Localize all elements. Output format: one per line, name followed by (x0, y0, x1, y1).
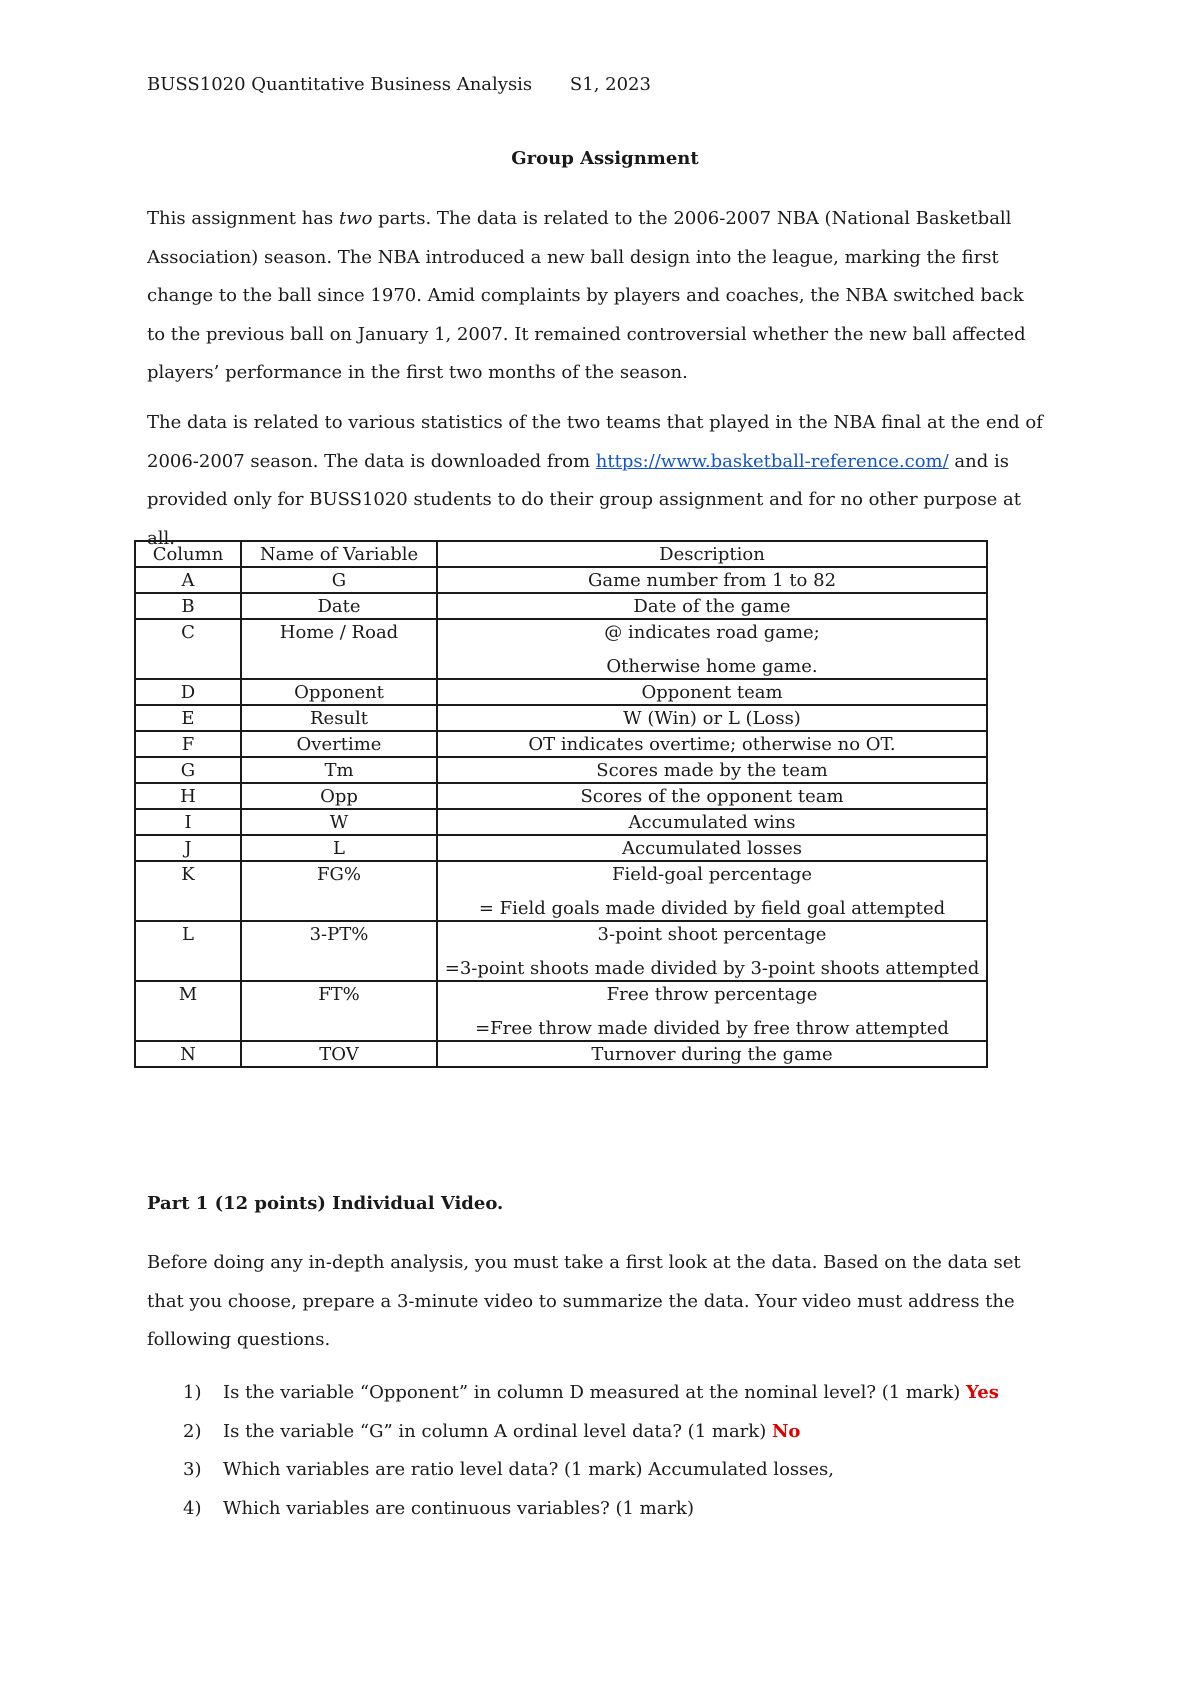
cell-variable-name (241, 835, 437, 861)
table-row (135, 679, 987, 705)
cell-description-text: Free throw percentage (606, 984, 818, 1005)
table-row (135, 567, 987, 593)
table-row (135, 921, 987, 981)
intro-text: and is provided only for BUSS1020 students to do their group assignment and for no other purpose at all. (147, 450, 1021, 549)
answer-text: No (771, 1420, 801, 1442)
cell-description-text: Accumulated wins (628, 812, 796, 833)
cell-variable-name (241, 731, 437, 757)
part1-heading: Part 1 (12 points) Individual Video. (147, 1193, 504, 1214)
cell-variable-name (241, 679, 437, 705)
cell-description-text: Opponent team (641, 682, 783, 703)
cell-column (135, 705, 241, 731)
cell-column-text: K (181, 864, 195, 885)
part1-text: Before doing any in-depth analysis, you must take a first look at the data. Based on the data set that you choose, prepare a 3-minute video to summarize the data. Your video must address the following questions. (147, 1252, 1021, 1350)
table-row (135, 619, 987, 679)
page-header (147, 74, 651, 95)
cell-variable-name-text: L (333, 838, 345, 859)
question-item (147, 1374, 1047, 1413)
table-row (135, 783, 987, 809)
table-row (135, 1041, 987, 1067)
cell-variable-name-text: Overtime (296, 734, 382, 755)
cell-description-text: Turnover during the game (591, 1044, 833, 1065)
cell-column-text: F (181, 734, 195, 755)
cell-column-text: C (181, 622, 195, 643)
cell-description-text: Game number from 1 to 82 (587, 570, 837, 591)
cell-column-text: L (182, 924, 194, 945)
cell-description (437, 679, 987, 705)
cell-description-text: Date of the game (633, 596, 791, 617)
intro-paragraph-1 (147, 200, 1047, 393)
answer-text: Yes (965, 1382, 999, 1403)
cell-description-text: 3-point shoot percentage (597, 924, 827, 945)
cell-variable-name (241, 567, 437, 593)
cell-column (135, 783, 241, 809)
data-source-link[interactable]: https://www.basketball-reference.com/ (595, 450, 949, 472)
cell-column (135, 567, 241, 593)
question-text: Is the variable “G” in column A ordinal level data? (1 mark) (223, 1420, 772, 1442)
cell-column (135, 593, 241, 619)
cell-column-text: E (181, 708, 195, 729)
cell-description (437, 731, 987, 757)
question-number: 3) (183, 1459, 202, 1480)
intro-text: This assignment has (147, 208, 339, 229)
cell-description-text: OT indicates overtime; otherwise no OT. (528, 734, 896, 755)
table-row (135, 981, 987, 1041)
cell-column-text: H (180, 786, 196, 807)
cell-column-text: M (178, 984, 198, 1005)
intro-emphasis: two (338, 208, 373, 229)
cell-variable-name-text: 3-PT% (309, 924, 369, 945)
cell-variable-name (241, 861, 437, 921)
cell-variable-name (241, 981, 437, 1041)
table-row (135, 593, 987, 619)
cell-description (437, 1041, 987, 1067)
table-row (135, 861, 987, 921)
cell-column (135, 835, 241, 861)
cell-description-text: Scores made by the team (596, 760, 828, 781)
variables-table (134, 540, 988, 1068)
intro-text: The data is related to various statistics of the two teams that played in the NBA final at the end of 2006-2007 season. The data is downloaded from (147, 412, 1043, 472)
cell-column (135, 619, 241, 679)
cell-variable-name-text: FG% (317, 864, 361, 885)
cell-description-text: @ indicates road game; (604, 622, 820, 643)
question-number: 1) (183, 1382, 202, 1403)
cell-variable-name (241, 619, 437, 679)
cell-description (437, 757, 987, 783)
description-detail: =Free throw made divided by free throw attempted (475, 1018, 949, 1039)
cell-column (135, 731, 241, 757)
cell-column-text: A (181, 570, 195, 591)
table-row (135, 705, 987, 731)
cell-description (437, 835, 987, 861)
cell-column-text: J (184, 838, 192, 859)
table-row (135, 835, 987, 861)
cell-description (437, 981, 987, 1041)
document-title: Group Assignment (511, 148, 699, 169)
cell-variable-name (241, 593, 437, 619)
cell-variable-name (241, 757, 437, 783)
cell-column (135, 809, 241, 835)
cell-variable-name-text: Result (309, 708, 369, 729)
cell-description (437, 809, 987, 835)
table-row (135, 809, 987, 835)
intro-paragraph-2 (147, 404, 1047, 558)
cell-variable-name-text: G (331, 570, 347, 591)
question-number: 4) (183, 1497, 202, 1519)
cell-variable-name-text: W (329, 812, 349, 833)
cell-variable-name-text: Home / Road (279, 622, 399, 643)
description-detail: Otherwise home game. (606, 656, 818, 677)
question-number: 2) (183, 1420, 202, 1442)
table-row (135, 731, 987, 757)
cell-variable-name-text: FT% (318, 984, 360, 1005)
cell-column-text: B (181, 596, 195, 617)
cell-variable-name-text: Date (317, 596, 361, 617)
header-description: Description (437, 541, 987, 567)
cell-column (135, 679, 241, 705)
cell-description-text: Scores of the opponent team (580, 786, 844, 807)
cell-column (135, 1041, 241, 1067)
cell-variable-name-text: Tm (324, 760, 354, 781)
cell-column-text: I (184, 812, 192, 833)
cell-variable-name (241, 783, 437, 809)
course-title: BUSS1020 Quantitative Business Analysis (147, 74, 533, 95)
cell-variable-name (241, 921, 437, 981)
term-label: S1, 2023 (569, 74, 651, 95)
cell-column-text: G (180, 760, 196, 781)
cell-description (437, 705, 987, 731)
question-text: Which variables are ratio level data? (1 mark) Accumulated losses, (223, 1459, 834, 1480)
cell-description (437, 619, 987, 679)
cell-description-text: W (Win) or L (Loss) (623, 708, 801, 729)
cell-variable-name (241, 809, 437, 835)
cell-column (135, 921, 241, 981)
header-column: Column (135, 541, 241, 567)
cell-description (437, 783, 987, 809)
question-item (147, 1413, 1047, 1452)
cell-description-text: Field-goal percentage (611, 864, 813, 885)
cell-column (135, 861, 241, 921)
cell-variable-name-text: Opponent (294, 682, 384, 703)
description-detail: = Field goals made divided by field goal attempted (478, 898, 946, 919)
cell-variable-name-text: Opp (320, 786, 358, 807)
cell-column (135, 981, 241, 1041)
cell-variable-name (241, 705, 437, 731)
cell-variable-name-text: TOV (319, 1044, 359, 1065)
cell-column-text: D (180, 682, 196, 703)
cell-description (437, 593, 987, 619)
cell-description-text: Accumulated losses (622, 838, 802, 859)
table-row (135, 757, 987, 783)
cell-description (437, 921, 987, 981)
cell-description (437, 861, 987, 921)
question-text: Which variables are continuous variables? (1 mark) (223, 1497, 694, 1519)
cell-variable-name (241, 1041, 437, 1067)
description-detail: =3-point shoots made divided by 3-point shoots attempted (444, 958, 980, 979)
header-variable-name: Name of Variable (241, 541, 437, 567)
cell-column-text: N (180, 1044, 196, 1065)
table-header-row (135, 541, 987, 567)
question-text: Is the variable “Opponent” in column D measured at the nominal level? (1 mark) (223, 1382, 966, 1403)
cell-description (437, 567, 987, 593)
cell-column (135, 757, 241, 783)
question-list (147, 1374, 1047, 1528)
intro-text: parts. The data is related to the 2006-2007 NBA (National Basketball Association) season. The NBA introduced a new ball design into the league, marking the first change to the ball since 1970. Amid complaints by players and coaches, the NBA switched back to the previous ball on January 1, 2007. It remained controversial whether the new ball affected players’ performance in the first two months of the season. (147, 208, 1026, 383)
question-item (147, 1490, 1047, 1529)
question-item (147, 1451, 1047, 1490)
